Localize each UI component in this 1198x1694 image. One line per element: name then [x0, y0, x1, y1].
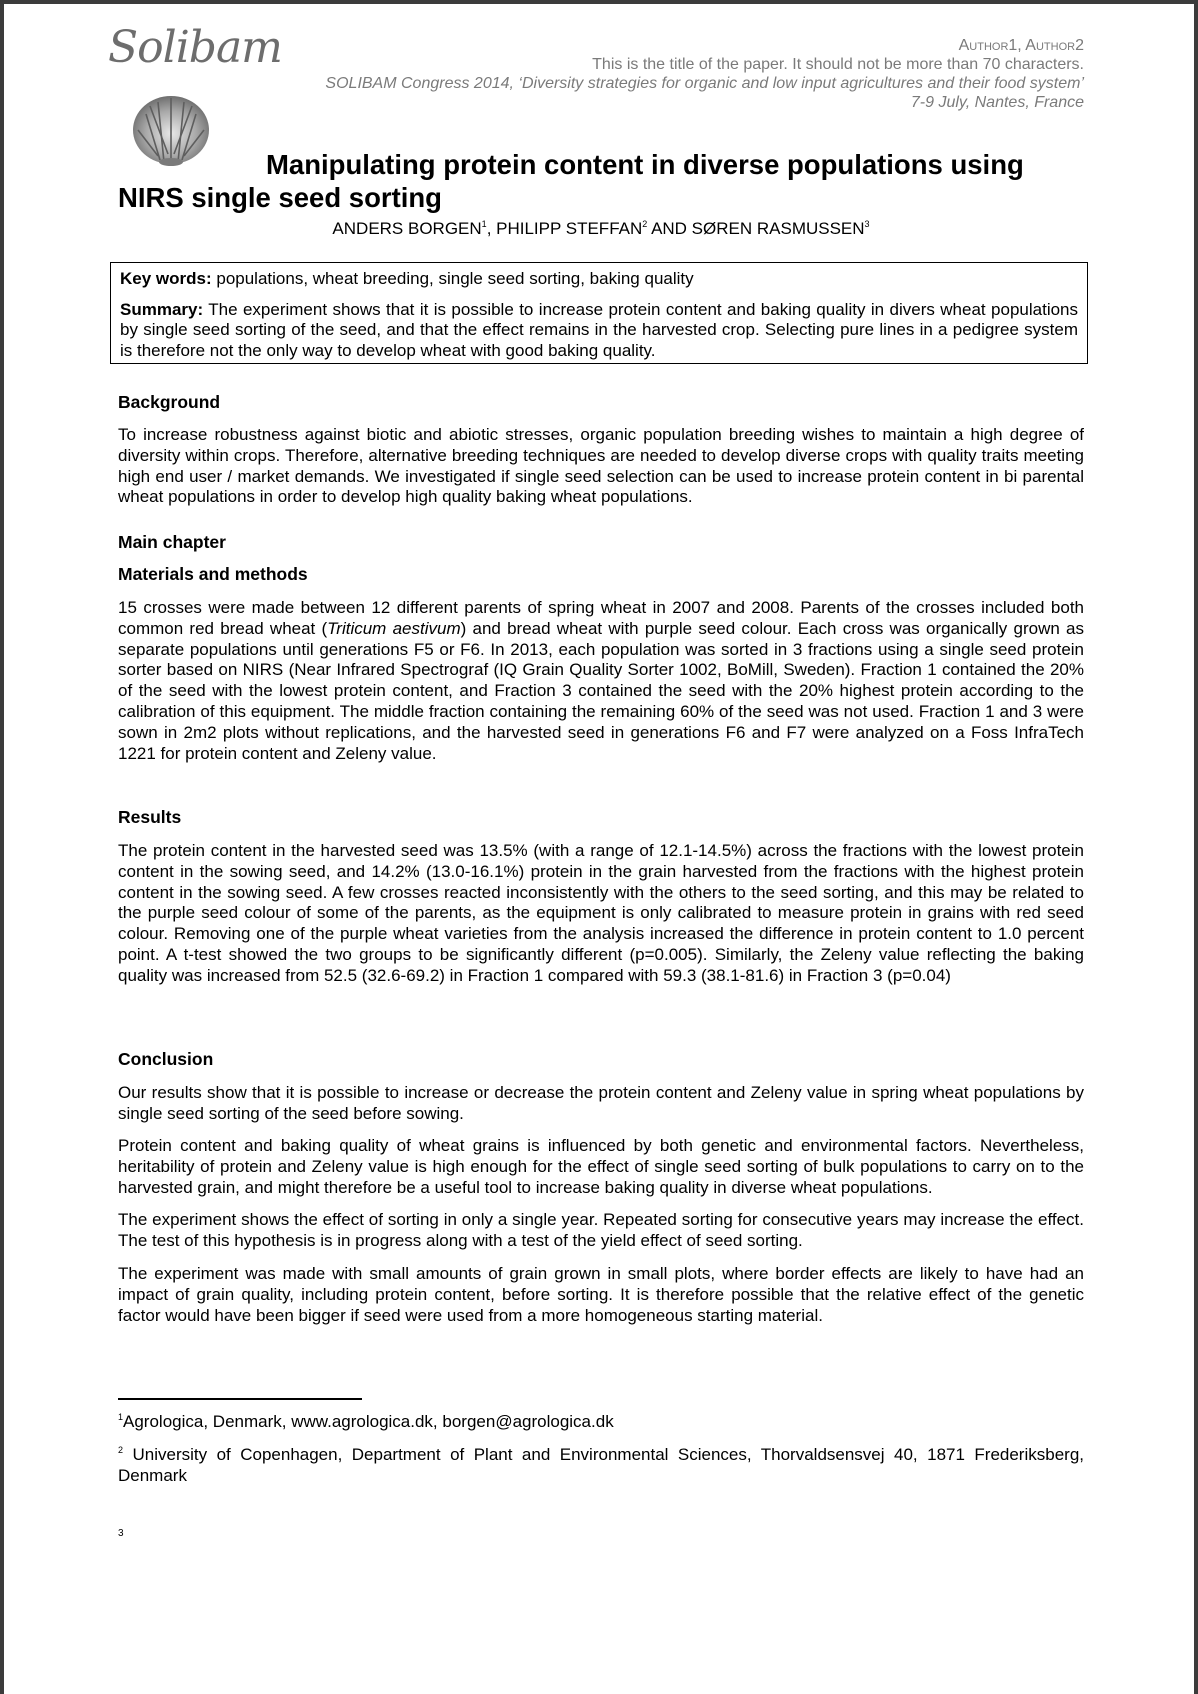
- methods-text: 15 crosses were made between 12 different parents of spring wheat in 2007 and 2008. Parents of the crosses included both common red bread wheat (: [118, 598, 1084, 638]
- author-name: , PHILIPP STEFFAN: [486, 219, 643, 238]
- footnote-text: University of Copenhagen, Department of Plant and Environmental Sciences, Thorvaldsensvej 40, 1871 Frederiksberg, Denmark: [118, 1445, 1084, 1485]
- paper-title: Manipulating protein content in diverse populations using NIRS single seed sorting: [118, 149, 1024, 213]
- keywords: [120, 269, 1078, 290]
- background-paragraph: To increase robustness against biotic and abiotic stresses, organic population breeding wishes to maintain a high degree of diversity within crops. Therefore, alternative breeding techniques are needed to develop diverse crops with quality traits meeting high end user / market demands. We investigated if single seed selection can be used to increase protein content in bi parental wheat populations in order to develop high quality baking wheat populations.: [118, 425, 1084, 507]
- solibam-logo: [108, 22, 282, 152]
- species-name: Triticum aestivum: [327, 618, 461, 638]
- footnote-mark: 2: [118, 1445, 124, 1455]
- background-heading: Background: [118, 392, 221, 412]
- summary-label: Summary:: [120, 299, 204, 319]
- methods-heading: Materials and methods: [118, 564, 308, 584]
- author-affiliation-mark: 1: [481, 219, 487, 229]
- header-title-note: This is the title of the paper. It should not be more than 70 characters.: [592, 56, 1084, 73]
- footnote-separator: [118, 1398, 362, 1400]
- document-page: [4, 4, 1194, 1694]
- running-header: [264, 36, 1084, 112]
- methods-paragraph: [118, 598, 1084, 764]
- results-heading: Results: [118, 807, 182, 827]
- conclusion-heading: Conclusion: [118, 1049, 214, 1069]
- methods-text: ) and bread wheat with purple seed colour. Each cross was organically grown as separate populations until generations F5 or F6. In 2013, each population was sorted in 3 fractions using a single seed protein sorter based on NIRS (Near Infrared Spectrograf (IQ Grain Quality Sorter 1002, BoMill, Sweden). Fraction 1 contained the 20% of the seed with the lowest protein content, and Fraction 3 contained the seed with the 20% highest protein according to the calibration of this equipment. The middle fraction containing the remaining 60% of the seed was not used. Fraction 1 and 3 were sown in 2m2 plots without replications, and the harvested seed in generations F6 and F7 were analyzed on a Foss InfraTech 1221 for protein content and Zeleny value.: [118, 618, 1084, 763]
- main-chapter-heading: Main chapter: [118, 532, 226, 552]
- conclusion-paragraph: Our results show that it is possible to increase or decrease the protein content and Zeleny value in spring wheat populations by single seed sorting of the seed before sowing.: [118, 1083, 1084, 1123]
- summary: [120, 300, 1078, 362]
- conclusion-paragraph: Protein content and baking quality of wheat grains is influenced by both genetic and environmental factors. Nevertheless, heritability of protein and Zeleny value is high enough for the effect of single seed sorting of bulk populations to carry on to the harvested grain, and might therefore be a useful tool to increase baking quality in diverse wheat populations.: [118, 1136, 1084, 1197]
- author-name: ANDERS BORGEN: [332, 219, 482, 238]
- conclusion-paragraph: The experiment shows the effect of sorting in only a single year. Repeated sorting for consecutive years may increase the effect. The test of this hypothesis is in progress along with a test of the yield effect of seed sorting.: [118, 1210, 1084, 1250]
- header-authors: Author1, Author2: [958, 37, 1084, 54]
- author-affiliation-mark: 2: [642, 219, 648, 229]
- conclusion-paragraph: The experiment was made with small amounts of grain grown in small plots, where border effects are likely to have had an impact of grain quality, including protein content, before sorting. It is therefore possible that the relative effect of the genetic factor would have been bigger if seed were used from a more homogeneous starting material.: [118, 1264, 1084, 1325]
- keywords-summary-box: [110, 262, 1088, 364]
- author-name: AND SØREN RASMUSSEN: [647, 219, 865, 238]
- keywords-text: populations, wheat breeding, single seed sorting, baking quality: [211, 269, 694, 288]
- logo-wordmark: Solibam: [108, 22, 282, 73]
- footnote-text: Agrologica, Denmark, www.agrologica.dk, borgen@agrologica.dk: [123, 1412, 614, 1431]
- results-paragraph: The protein content in the harvested seed was 13.5% (with a range of 12.1-14.5%) across the fractions with the lowest protein content in the sowing seed, and 14.2% (13.0-16.1%) protein in the grain harvested from the fractions with the highest protein content in the sowing seed. A few crosses reacted inconsistently with the others to the seed sorting, and this may be related to the purple seed colour of some of the parents, as the equipment is only calibrated to measure protein in grains with red seed colour. Removing one of the purple wheat varieties from the analysis increased the difference in protein content to 1.0 percent point. A t-test showed the two groups to be significantly different (p=0.005). Similarly, the Zeleny value reflecting the baking quality was increased from 52.5 (32.6-69.2) in Fraction 1 compared with 59.3 (38.1-81.6) in Fraction 3 (p=0.04): [118, 841, 1084, 985]
- footnote-3-mark: 3: [118, 1528, 124, 1539]
- footnote-mark: 1: [118, 1412, 124, 1422]
- author-affiliation-mark: 3: [864, 219, 870, 229]
- footnote-2: [118, 1445, 1084, 1487]
- header-congress: SOLIBAM Congress 2014, ‘Diversity strategies for organic and low input agricultures and their food system’: [325, 75, 1084, 92]
- summary-text: The experiment shows that it is possible to increase protein content and baking quality in divers wheat populations by single seed sorting of the seed, and that the effect remains in the harvested crop. Selecting pure lines in a pedigree system is therefore not the only way to develop wheat with good baking quality.: [120, 299, 1078, 360]
- paper-authors: [118, 218, 1084, 240]
- header-dates: 7-9 July, Nantes, France: [910, 94, 1084, 111]
- keywords-label: Key words:: [120, 269, 212, 288]
- footnote-1: [118, 1412, 1084, 1433]
